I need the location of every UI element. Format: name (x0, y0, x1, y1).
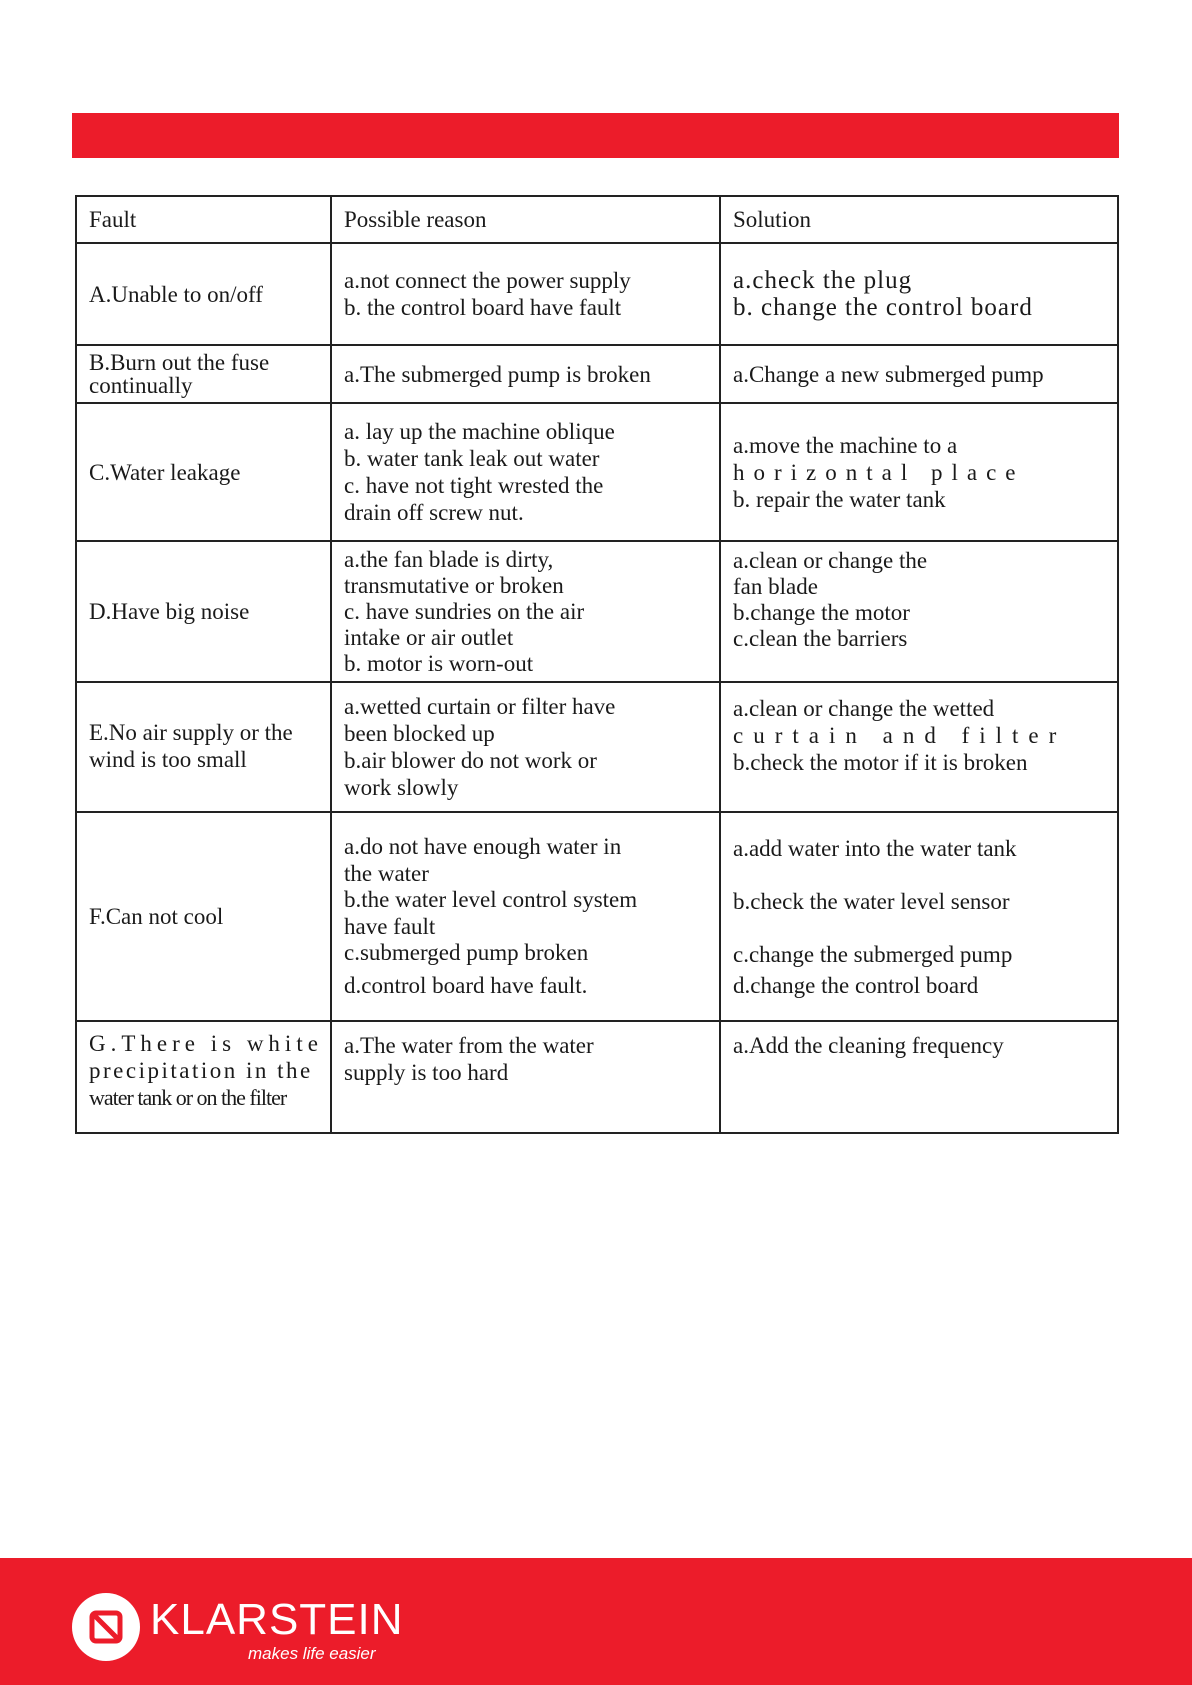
fault-text: C.Water leakage (89, 459, 241, 485)
header-red-bar (72, 113, 1119, 158)
reason-line: b.the water level control system (344, 887, 638, 912)
header-possible-reason: Possible reason (331, 196, 720, 243)
reason-line: b. the control board have fault (344, 295, 622, 320)
solution-line: horizontal place (733, 459, 1025, 485)
table-row (76, 812, 1118, 1021)
solution-line: a.clean or change the wetted (733, 696, 995, 721)
reason-line: been blocked up (344, 721, 495, 746)
reason-line: a.wetted curtain or filter have (344, 694, 616, 719)
header-fault: Fault (76, 196, 331, 243)
solution-cell (720, 682, 1118, 812)
fault-text: precipitation in the (89, 1058, 313, 1083)
footer-bar (0, 1558, 1192, 1685)
solution-line: a.clean or change the (733, 548, 928, 573)
fault-text: G.There is white (89, 1031, 323, 1056)
reason-line: c. have sundries on the air (344, 598, 585, 624)
solution-line: a.Change a new submerged pump (733, 361, 1044, 387)
table-row (76, 243, 1118, 345)
solution-cell (720, 345, 1118, 403)
solution-line: a.check the plug (733, 267, 913, 294)
solution-line: c.clean the barriers (733, 626, 908, 651)
reason-line: b.air blower do not work or (344, 748, 597, 773)
reason-line: b. water tank leak out water (344, 446, 600, 471)
reason-line: a.The water from the water (344, 1033, 594, 1058)
klarstein-logo-icon (72, 1593, 140, 1661)
table-row (76, 345, 1118, 403)
reason-line: c.submerged pump broken (344, 940, 589, 965)
reason-line: drain off screw nut. (344, 500, 524, 525)
fault-text: F.Can not cool (89, 904, 224, 929)
solution-line: fan blade (733, 574, 818, 599)
brand-tagline: makes life easier (248, 1644, 376, 1663)
reason-cell (331, 243, 720, 345)
fault-text: wind is too small (89, 747, 247, 772)
reason-line: work slowly (344, 775, 459, 800)
solution-line: d.change the control board (733, 972, 979, 998)
solution-line: a.move the machine to a (733, 432, 958, 458)
fault-text: A.Unable to on/off (89, 281, 263, 307)
fault-text: E.No air supply or the (89, 720, 293, 745)
solution-cell (720, 243, 1118, 345)
solution-line: b. repair the water tank (733, 486, 946, 512)
fault-text: water tank or on the filter (89, 1085, 287, 1110)
reason-line: a.do not have enough water in (344, 834, 622, 859)
solution-line: c.change the submerged pump (733, 941, 1013, 967)
table-row (76, 403, 1118, 541)
reason-line: a. lay up the machine oblique (344, 419, 615, 444)
solution-cell (720, 812, 1118, 1021)
fault-cell (76, 243, 331, 345)
header-solution: Solution (720, 196, 1118, 243)
table-header-row (76, 196, 1118, 243)
reason-cell (331, 541, 720, 682)
table-row (76, 541, 1118, 682)
reason-line: d.control board have fault. (344, 972, 588, 998)
solution-line: b.change the motor (733, 600, 910, 625)
solution-cell (720, 541, 1118, 682)
solution-line: curtain and filter (733, 723, 1067, 748)
fault-cell (76, 682, 331, 812)
reason-cell (331, 1021, 720, 1133)
reason-cell (331, 345, 720, 403)
fault-text: B.Burn out the fuse (89, 350, 270, 375)
solution-line: a.Add the cleaning frequency (733, 1033, 1004, 1058)
reason-cell (331, 682, 720, 812)
reason-line: supply is too hard (344, 1060, 509, 1085)
solution-line: b.check the motor if it is broken (733, 750, 1028, 775)
reason-line: a.the fan blade is dirty, (344, 546, 554, 572)
reason-line: a.The submerged pump is broken (344, 361, 651, 387)
fault-cell (76, 345, 331, 403)
reason-cell (331, 812, 720, 1021)
fault-cell (76, 403, 331, 541)
solution-cell (720, 1021, 1118, 1133)
reason-line: the water (344, 860, 429, 886)
reason-line: b. motor is worn-out (344, 650, 534, 676)
reason-line: a.not connect the power supply (344, 268, 631, 293)
brand-name: KLARSTEIN (150, 1595, 404, 1644)
reason-line: transmutative or broken (344, 572, 564, 598)
table-row (76, 682, 1118, 812)
reason-line: have fault (344, 913, 436, 939)
reason-line: c. have not tight wrested the (344, 473, 604, 498)
fault-text: continually (89, 373, 193, 398)
troubleshooting-table (75, 195, 1119, 1134)
reason-cell (331, 403, 720, 541)
fault-text: D.Have big noise (89, 599, 250, 624)
table-row (76, 1021, 1118, 1133)
solution-line: b. change the control board (733, 294, 1033, 321)
fault-cell (76, 541, 331, 682)
fault-cell (76, 812, 331, 1021)
reason-line: intake or air outlet (344, 624, 514, 650)
solution-line: a.add water into the water tank (733, 835, 1017, 861)
solution-cell (720, 403, 1118, 541)
fault-cell (76, 1021, 331, 1133)
solution-line: b.check the water level sensor (733, 888, 1010, 914)
